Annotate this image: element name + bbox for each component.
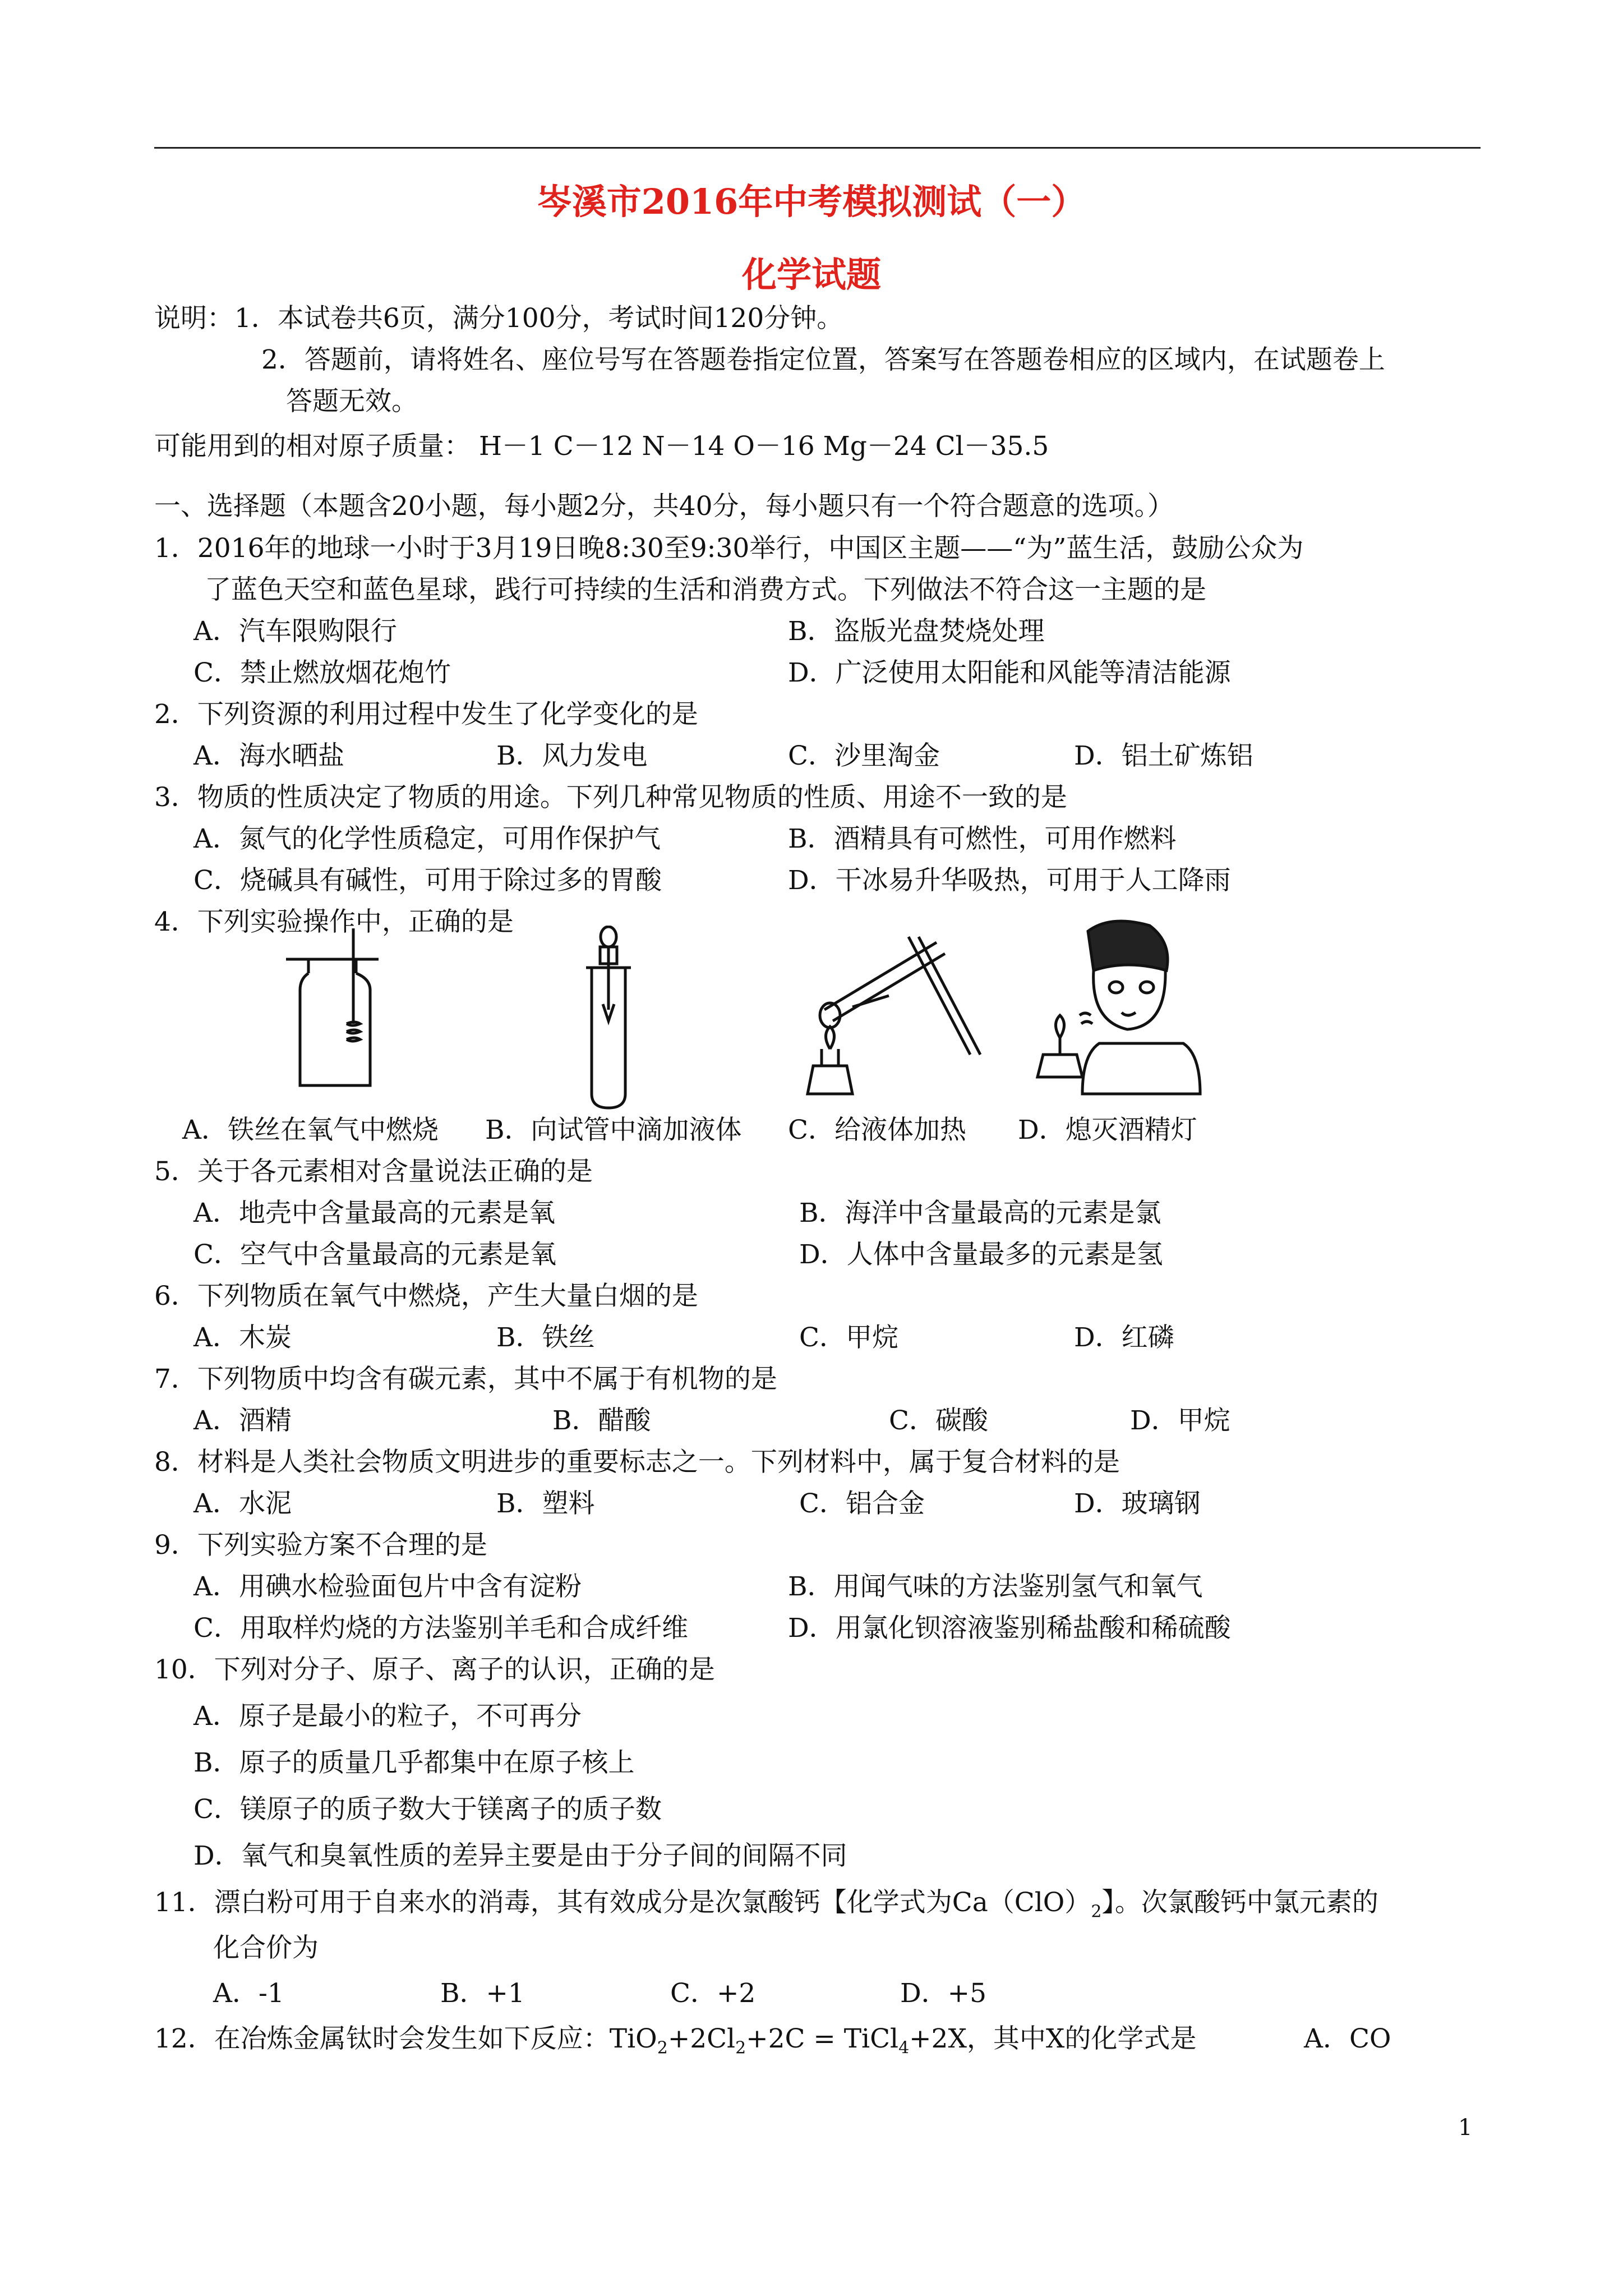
q2-option-c: C．沙里淘金 bbox=[788, 740, 940, 771]
q9-option-a: A．用碘水检验面包片中含有淀粉 bbox=[193, 1571, 582, 1602]
q6-stem: 6．下列物质在氧气中燃烧，产生大量白烟的是 bbox=[154, 1281, 698, 1312]
q4-option-b: B．向试管中滴加液体 bbox=[485, 1115, 742, 1145]
q4-option-c: C．给液体加热 bbox=[788, 1115, 966, 1145]
q9-option-b: B．用闻气味的方法鉴别氢气和氧气 bbox=[788, 1571, 1203, 1602]
q2-option-d: D．铝土矿炼铝 bbox=[1074, 740, 1253, 771]
page-number: 1 bbox=[1458, 2115, 1473, 2141]
q3-option-b: B．酒精具有可燃性，可用作燃料 bbox=[788, 823, 1177, 854]
q3-option-c: C．烧碱具有碱性，可用于除过多的胃酸 bbox=[193, 865, 662, 896]
q7-option-a: A．酒精 bbox=[193, 1405, 292, 1436]
q5-option-c: C．空气中含量最高的元素是氧 bbox=[193, 1239, 556, 1270]
q6-option-c: C．甲烷 bbox=[799, 1322, 898, 1353]
note-1: 1．本试卷共6页，满分100分，考试时间120分钟。 bbox=[234, 303, 843, 334]
q6-option-b: B．铁丝 bbox=[496, 1322, 595, 1353]
q1-stem: 1．2016年的地球一小时于3月19日晚8:30至9:30举行，中国区主题——“为”蓝生活，鼓励公众为 bbox=[154, 533, 1304, 564]
q12-option-a: A．CO bbox=[1304, 2023, 1391, 2054]
page-title: 岑溪市2016年中考模拟测试（一） bbox=[537, 181, 1086, 222]
q9-stem: 9．下列实验方案不合理的是 bbox=[154, 1530, 487, 1561]
q3-option-d: D．干冰易升华吸热，可用于人工降雨 bbox=[788, 865, 1231, 896]
note-2b: 答题无效。 bbox=[286, 386, 418, 417]
q7-option-c: C．碳酸 bbox=[889, 1405, 988, 1436]
q1-option-b: B．盗版光盘焚烧处理 bbox=[788, 616, 1045, 647]
q11-stem-cont: 化合价为 bbox=[213, 1932, 319, 1963]
q8-option-c: C．铝合金 bbox=[799, 1488, 925, 1519]
q10-option-c: C．镁原子的质子数大于镁离子的质子数 bbox=[193, 1794, 662, 1825]
q11-option-d: D．+5 bbox=[900, 1978, 986, 2009]
q4-option-d: D．熄灭酒精灯 bbox=[1018, 1115, 1197, 1145]
q8-option-d: D．玻璃钢 bbox=[1074, 1488, 1201, 1519]
q5-option-a: A．地壳中含量最高的元素是氧 bbox=[193, 1198, 555, 1228]
q5-option-d: D．人体中含量最多的元素是氢 bbox=[799, 1239, 1163, 1270]
figure-iron-wire-bottle bbox=[280, 926, 393, 1094]
figure-heating-liquid bbox=[791, 914, 981, 1105]
q5-stem: 5．关于各元素相对含量说法正确的是 bbox=[154, 1156, 593, 1187]
q11-stem: 11．漂白粉可用于自来水的消毒，其有效成分是次氯酸钙【化学式为$Ca(ClO)_2$】。次氯酸钙中氯元素的 bbox=[154, 1887, 1378, 1922]
q7-option-b: B．醋酸 bbox=[552, 1405, 651, 1436]
q8-option-a: A．水泥 bbox=[193, 1488, 292, 1519]
q10-stem: 10．下列对分子、原子、离子的认识，正确的是 bbox=[154, 1654, 715, 1685]
notes-prefix: 说明： bbox=[154, 303, 233, 334]
q7-option-d: D．甲烷 bbox=[1130, 1405, 1230, 1436]
q9-option-c: C．用取样灼烧的方法鉴别羊毛和合成纤维 bbox=[193, 1613, 688, 1644]
header-rule bbox=[154, 147, 1481, 149]
q1-stem-cont: 了蓝色天空和蓝色星球，践行可持续的生活和消费方式。下列做法不符合这一主题的是 bbox=[205, 574, 1206, 605]
note-2a: 2．答题前，请将姓名、座位号写在答题卷指定位置，答案写在答题卷相应的区域内，在试题卷上 bbox=[261, 344, 1385, 375]
q11-option-c: C．+2 bbox=[670, 1978, 756, 2009]
q10-option-d: D．氧气和臭氧性质的差异主要是由于分子间的间隔不同 bbox=[193, 1841, 847, 1871]
q10-option-b: B．原子的质量几乎都集中在原子核上 bbox=[193, 1747, 635, 1778]
atomic-mass: 可能用到的相对原子质量： H－1 C－12 N－14 O－16 Mg－24 Cl－35.5 bbox=[154, 431, 1049, 462]
figure-extinguish-alcohol-lamp bbox=[1015, 909, 1217, 1111]
q4-option-a: A．铁丝在氧气中燃烧 bbox=[182, 1115, 439, 1145]
q7-stem: 7．下列物质中均含有碳元素，其中不属于有机物的是 bbox=[154, 1364, 777, 1395]
q3-option-a: A．氮气的化学性质稳定，可用作保护气 bbox=[193, 823, 661, 854]
q6-option-d: D．红磷 bbox=[1074, 1322, 1174, 1353]
q5-option-b: B．海洋中含量最高的元素是氯 bbox=[799, 1198, 1161, 1228]
section-heading: 一、选择题（本题含20小题，每小题2分，共40分，每小题只有一个符合题意的选项。） bbox=[154, 491, 1174, 522]
q10-option-a: A．原子是最小的粒子，不可再分 bbox=[193, 1701, 582, 1732]
q12-stem: 12．在冶炼金属钛时会发生如下反应：$TiO_2+2Cl_2+2C$ = TiCl$_4$+2X，其中X的化学式是 bbox=[154, 2023, 1197, 2058]
q1-option-a: A．汽车限购限行 bbox=[193, 616, 397, 647]
q6-option-a: A．木炭 bbox=[193, 1322, 292, 1353]
q8-stem: 8．材料是人类社会物质文明进步的重要标志之一。下列材料中，属于复合材料的是 bbox=[154, 1447, 1120, 1478]
q11-option-a: A．-1 bbox=[213, 1978, 284, 2009]
figure-dropper-test-tube bbox=[572, 926, 645, 1111]
q3-stem: 3．物质的性质决定了物质的用途。下列几种常见物质的性质、用途不一致的是 bbox=[154, 782, 1067, 813]
q9-option-d: D．用氯化钡溶液鉴别稀盐酸和稀硫酸 bbox=[788, 1613, 1231, 1644]
q8-option-b: B．塑料 bbox=[496, 1488, 595, 1519]
q11-option-b: B．+1 bbox=[440, 1978, 525, 2009]
page-subtitle: 化学试题 bbox=[741, 254, 881, 295]
q1-option-d: D．广泛使用太阳能和风能等清洁能源 bbox=[788, 657, 1231, 688]
q2-option-b: B．风力发电 bbox=[496, 740, 648, 771]
q4-stem: 4．下列实验操作中，正确的是 bbox=[154, 907, 514, 937]
q2-option-a: A．海水晒盐 bbox=[193, 740, 344, 771]
q2-stem: 2．下列资源的利用过程中发生了化学变化的是 bbox=[154, 699, 698, 730]
q1-option-c: C．禁止燃放烟花炮竹 bbox=[193, 657, 451, 688]
